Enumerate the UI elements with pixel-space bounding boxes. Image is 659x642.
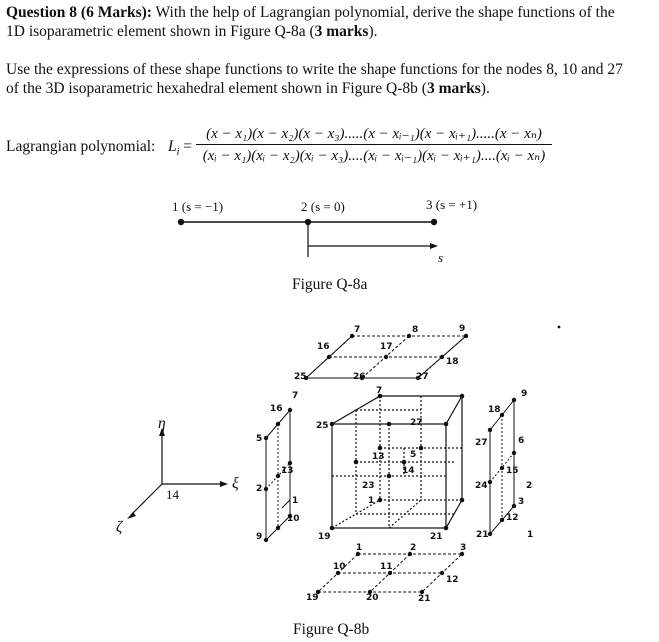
node-label: 9 (521, 389, 528, 399)
element-1d (178, 219, 438, 257)
figure-q8b-caption: Figure Q-8b (293, 621, 370, 638)
main-cube (332, 396, 462, 528)
node-label: 19 (306, 593, 319, 603)
marks-a: 3 marks (314, 23, 369, 40)
formula-denominator: (xᵢ − x₁)(xᵢ − x₂)(xᵢ − x₃)....(xᵢ − xᵢ₋₁)(xᵢ − xᵢ₊₁)....(xᵢ − xₙ) (202, 148, 546, 164)
node-label: 1 (356, 543, 363, 553)
node-3-label: 3 (s = +1) (426, 197, 478, 212)
node-label: 27 (416, 372, 429, 382)
node-label: 19 (318, 532, 331, 542)
node-label: 2 (256, 484, 263, 494)
node-label: 3 (460, 543, 467, 553)
question-line-4-end: ). (480, 80, 490, 97)
node-label: 27 (410, 418, 423, 428)
node-2-label: 2 (s = 0) (301, 199, 345, 214)
node-label: 23 (362, 481, 375, 491)
node-label: 17 (380, 342, 393, 352)
node-label: 5 (256, 434, 263, 444)
node-label: 2 (410, 543, 417, 553)
node-label: 15 (506, 466, 519, 476)
s-axis-arrow (430, 243, 438, 249)
node-label: 13 (281, 466, 294, 476)
node-label: 25 (316, 421, 329, 431)
node-label: 2 (526, 481, 533, 491)
node-label: 12 (446, 575, 459, 585)
node-label: 7 (292, 391, 299, 401)
node-label: 8 (412, 325, 419, 335)
node-label: 21 (476, 530, 489, 540)
node-label: 7 (376, 386, 383, 396)
node-label: 7 (354, 325, 361, 335)
node-1-dot (178, 219, 184, 225)
node-1-label: 1 (s = −1) (172, 199, 224, 214)
node-label: 18 (446, 357, 459, 367)
node-label: 5 (410, 450, 417, 460)
question-line-2-text: 1D isoparametric element shown in Figure Q-8a ( (6, 23, 315, 40)
formula-lhs-subscript: i (176, 147, 180, 159)
figure-q8a-caption: Figure Q-8a (292, 276, 368, 293)
eta-label: η (158, 415, 166, 432)
formula-numerator: (x − x₁)(x − x₂)(x − x₃).....(x − xᵢ₋₁)(x − xᵢ₊₁).....(x − xₙ) (196, 124, 552, 145)
node-label: 10 (287, 514, 300, 524)
node-3-dot (431, 219, 437, 225)
xi-label: ξ (232, 475, 239, 492)
node-label: 20 (366, 593, 379, 603)
node-label: 3 (518, 497, 525, 507)
s-axis-label: s (438, 250, 444, 265)
node-label: 9 (256, 532, 263, 542)
node-label: 21 (418, 594, 431, 604)
formula-equals: = (183, 138, 193, 155)
question-line-4-text: of the 3D isoparametric hexahedral element shown in Figure Q-8b ( (6, 80, 427, 97)
formula-lhs-symbol: L (168, 138, 177, 155)
node-label: 26 (353, 372, 366, 382)
node-label: 25 (294, 372, 307, 382)
formula-label: Lagrangian polynomial: (6, 138, 156, 155)
node-label: 18 (488, 405, 501, 415)
question-line-2-end: ). (368, 23, 378, 40)
node-label: 1 (527, 530, 534, 540)
node-label: 13 (372, 452, 385, 462)
top-layer-nodes (304, 334, 468, 380)
origin-label: 14 (166, 487, 179, 502)
node-label: 9 (459, 324, 466, 334)
axis-triad (127, 428, 228, 519)
question-line-1-text: With the help of Lagrangian polynomial, derive the shape functions of the (151, 4, 615, 21)
bottom-layer-nodes (316, 552, 464, 594)
node-label: 21 (430, 532, 443, 542)
node-label: 14 (402, 466, 415, 476)
node-label: 6 (518, 436, 525, 446)
marks-b: 3 marks (426, 80, 481, 97)
stray-dot (558, 326, 561, 329)
node-label: 24 (475, 481, 488, 491)
question-title: Question 8 (6 Marks): (6, 4, 152, 21)
node-label: 10 (333, 562, 346, 572)
node-label: 16 (270, 404, 283, 414)
node-label: 16 (317, 342, 330, 352)
node-label: 11 (380, 562, 393, 572)
node-label: 1 (368, 496, 375, 506)
node-label: 27 (475, 438, 488, 448)
node-label: 12 (506, 513, 519, 523)
node-label: 1 (292, 496, 299, 506)
question-line-3: Use the expressions of these shape functions to write the shape functions for the nodes 8, 10 and 27 (6, 61, 623, 78)
zeta-label: ζ (116, 519, 123, 536)
